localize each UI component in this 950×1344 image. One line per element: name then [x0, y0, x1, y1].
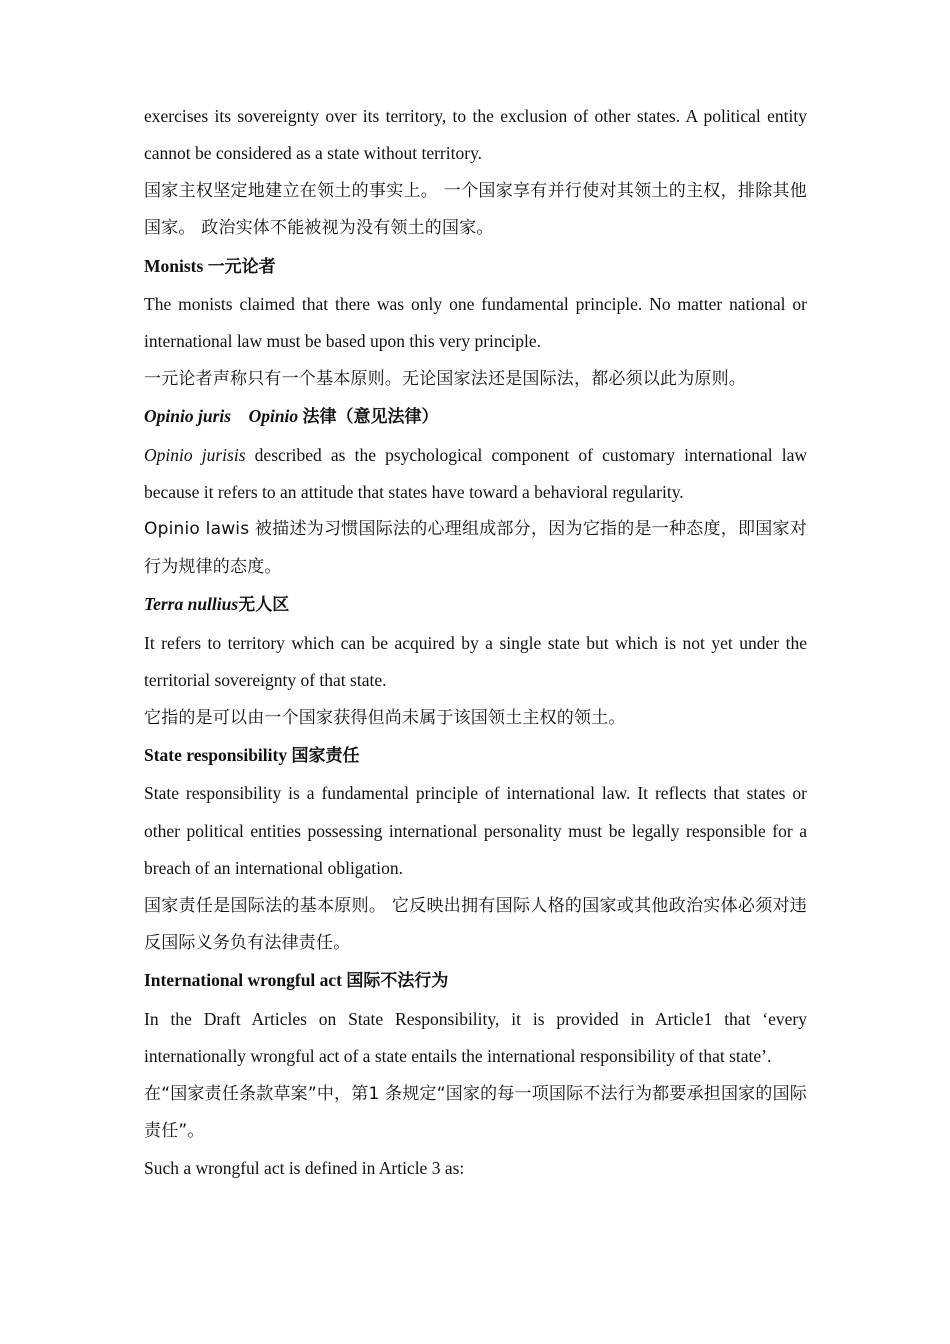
paragraph-wrongful-act-en: In the Draft Articles on State Responsibility, it is provided in Article1 that ‘every internationally wrongful act of a state entails the international responsibility of that state’.	[144, 1008, 807, 1067]
paragraph-territory-en: exercises its sovereignty over its territory, to the exclusion of other states. A political entity cannot be considered as a state without territory.	[144, 106, 807, 164]
term-en: Opinio juris	[144, 406, 232, 427]
term-heading-monists	[144, 248, 807, 286]
term-cn: 无人区	[238, 595, 290, 616]
term-en: International wrongful act	[144, 970, 347, 991]
term-cn: 国际不法行为	[346, 971, 449, 992]
paragraph-terra-nullius-en: It refers to territory which can be acquired by a single state but which is not yet under the territorial sovereignty of that state.	[144, 632, 807, 691]
term-en-2: Opinio	[248, 406, 303, 427]
term-cn: 国家责任	[291, 745, 360, 766]
term-cn: 法律（意见法律）	[302, 407, 439, 428]
paragraph-article-3: Such a wrongful act is defined in Article 3 as:	[144, 1158, 465, 1179]
term-heading-opinio-juris	[144, 398, 807, 436]
paragraph-terra-nullius-cn: 它指的是可以由一个国家获得但尚未属于该国领土主权的领土。	[144, 707, 626, 728]
document-body	[144, 98, 807, 1188]
paragraph-territory-cn: 国家主权坚定地建立在领土的事实上。 一个国家享有并行使对其领土的主权，排除其他国家。 政治实体不能被视为没有领土的国家。	[144, 180, 807, 239]
term-en: Monists	[144, 255, 208, 276]
term-heading-wrongful-act	[144, 962, 807, 1000]
paragraph-opinio-juris-cn: Opinio lawis 被描述为习惯国际法的心理组成部分，因为它指的是一种态度，即国家对行为规律的态度。	[144, 519, 807, 577]
paragraph-wrongful-act-cn: 在“国家责任条款草案”中，第1 条规定“国家的每一项国际不法行为都要承担国家的国际责任”。	[144, 1083, 807, 1141]
paragraph-monists-cn: 一元论者声称只有一个基本原则。无论国家法还是国际法，都必须以此为原则。	[144, 368, 746, 389]
emphasis-term: Opinio jurisis	[144, 444, 246, 465]
term-heading-state-responsibility	[144, 737, 807, 775]
paragraph-opinio-juris-en	[144, 437, 807, 512]
term-cn: 一元论者	[207, 256, 276, 277]
paragraph-text: described as the psychological component of customary international law because it refers to an attitude that states have toward a behavioral regularity.	[144, 444, 807, 503]
paragraph-state-responsibility-en: State responsibility is a fundamental principle of international law. It reflects that states or other political entities possessing international personality must be legally responsible for a breach of an international obligation.	[144, 783, 807, 879]
paragraph-state-responsibility-cn: 国家责任是国际法的基本原则。 它反映出拥有国际人格的国家或其他政治实体必须对违反国际义务负有法律责任。	[144, 895, 807, 953]
term-en: Terra nullius	[144, 594, 239, 615]
paragraph-monists-en: The monists claimed that there was only one fundamental principle. No matter national or international law must be based upon this very principle.	[144, 294, 807, 352]
term-heading-terra-nullius	[144, 586, 807, 624]
term-en: State responsibility	[144, 744, 292, 765]
